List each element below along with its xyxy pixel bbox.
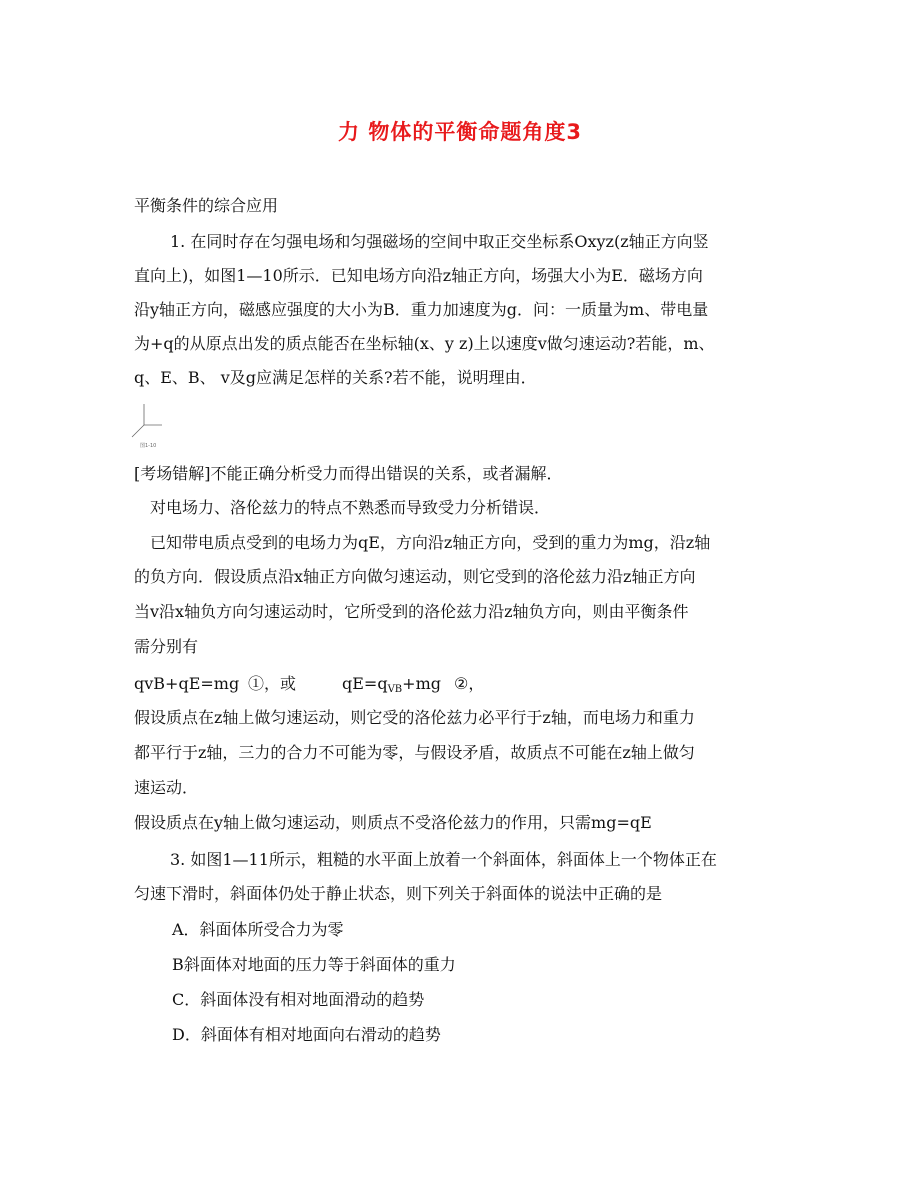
q1-line: 为+q的从原点出发的质点能否在坐标轴(x、y z)上以速度v做匀速运动?若能，m、 — [134, 334, 715, 353]
q3-option-c: C．斜面体没有相对地面滑动的趋势 — [172, 990, 425, 1009]
error-line: [考场错解]不能正确分析受力而得出错误的关系，或者漏解． — [134, 464, 563, 483]
q1-line: 直向上)，如图1—10所示．已知电场方向沿z轴正方向，场强大小为E．磁场方向 — [134, 266, 703, 285]
q1-line: 1. 在同时存在匀强电场和匀强磁场的空间中取正交坐标系Oxyz(z轴正方向竖 — [170, 232, 709, 251]
figure-label: 图1-10 — [140, 443, 157, 449]
analysis-line: 的负方向．假设质点沿x轴正方向做匀速运动，则它受到的洛伦兹力沿z轴正方向 — [134, 567, 696, 586]
analysis-line: 已知带电质点受到的电场力为qE，方向沿z轴正方向，受到的重力为mg，沿z轴 — [150, 533, 711, 552]
q3-option-a: A．斜面体所受合力为零 — [172, 920, 344, 939]
z-axis-line: 假设质点在z轴上做匀速运动，则它受的洛伦兹力必平行于z轴，而电场力和重力 — [134, 708, 695, 727]
equation-2 — [342, 674, 441, 700]
equation-2-lhs: qE=q — [342, 674, 388, 693]
axes-icon — [132, 404, 162, 437]
equation-2-rhs: +mg — [402, 674, 441, 693]
cause-line: 对电场力、洛伦兹力的特点不熟悉而导致受力分析错误． — [150, 498, 551, 517]
z-axis-line: 都平行于z轴，三力的合力不可能为零，与假设矛盾，故质点不可能在z轴上做匀 — [134, 743, 695, 762]
q3-option-d: D．斜面体有相对地面向右滑动的趋势 — [172, 1025, 441, 1044]
equation-1: qvB+qE=mg — [134, 674, 240, 693]
z-axis-line: 速运动． — [134, 778, 199, 797]
q3-line: 匀速下滑时，斜面体仍处于静止状态，则下列关于斜面体的说法中正确的是 — [134, 884, 663, 903]
analysis-line: 当v沿x轴负方向匀速运动时，它所受到的洛伦兹力沿z轴负方向，则由平衡条件 — [134, 602, 689, 621]
coordinate-axes-figure — [130, 403, 174, 449]
section-heading: 平衡条件的综合应用 — [134, 196, 279, 215]
equation-2-subscript: VB — [387, 684, 403, 695]
equation-2-mark: ②， — [454, 674, 485, 693]
q1-line: q、E、B、 v及g应满足怎样的关系?若不能，说明理由． — [134, 368, 537, 387]
page-title: 力 物体的平衡命题角度3 — [338, 120, 582, 144]
q3-option-b: B斜面体对地面的压力等于斜面体的重力 — [172, 955, 456, 974]
q3-line: 3. 如图1—11所示，粗糙的水平面上放着一个斜面体，斜面体上一个物体正在 — [170, 850, 717, 869]
q1-line: 沿y轴正方向，磁感应强度的大小为B．重力加速度为g．问：一质量为m、带电量 — [134, 300, 709, 319]
equation-1-mark: ①，或 — [248, 674, 297, 693]
analysis-line: 需分别有 — [134, 637, 199, 656]
y-axis-line: 假设质点在y轴上做匀速运动，则质点不受洛伦兹力的作用，只需mg=qE — [134, 813, 652, 832]
